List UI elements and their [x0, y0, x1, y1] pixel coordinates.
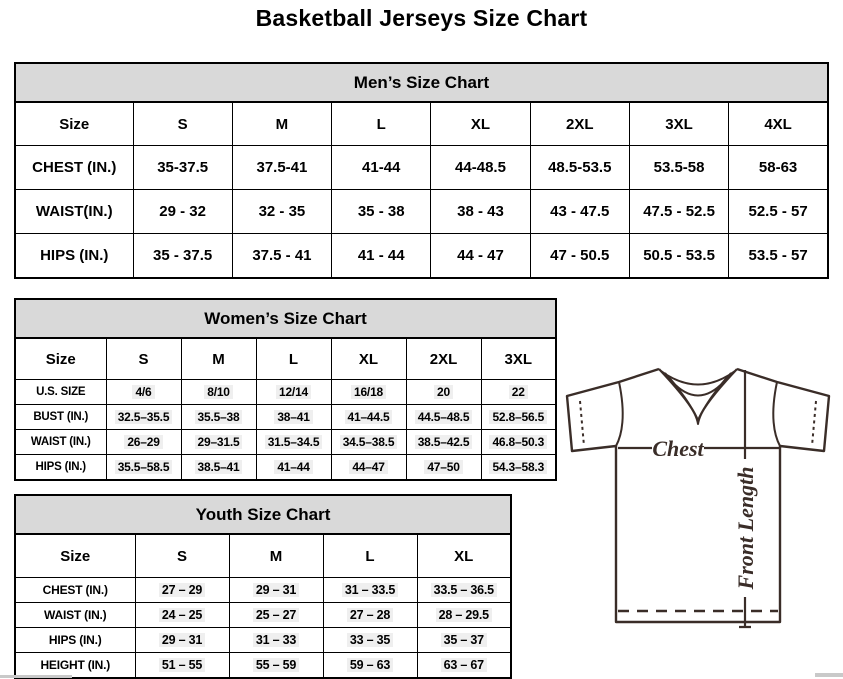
womens-row-label: HIPS (IN.) — [15, 455, 106, 481]
cell-value: 35 - 37.5 — [153, 247, 213, 264]
youth-cell — [417, 578, 511, 603]
cell-value: 41–44.5 — [345, 410, 393, 424]
cell-value: 53.5-58 — [653, 159, 705, 176]
cell-value: 59 – 63 — [347, 658, 393, 672]
cell-value: 44.5–48.5 — [415, 410, 473, 424]
cell-value: 35-37.5 — [157, 159, 209, 176]
jersey-diagram-icon — [555, 360, 843, 679]
youth-table-grid — [14, 494, 512, 679]
scrollbar-fragment-right — [815, 673, 843, 677]
jersey-cuff-dash-right — [812, 401, 816, 446]
womens-row-label: U.S. SIZE — [15, 380, 106, 405]
womens-cell — [106, 405, 181, 430]
cell-value: 34.5–38.5 — [340, 435, 398, 449]
cell-value: 48.5-53.5 — [548, 159, 612, 176]
womens-chart-title: Women’s Size Chart — [15, 299, 556, 338]
womens-cell — [181, 455, 256, 481]
cell-value: 8/10 — [204, 385, 233, 399]
jersey-outline — [567, 369, 829, 622]
cell-value: 50.5 - 53.5 — [643, 247, 715, 264]
cell-value: 38.5–42.5 — [415, 435, 473, 449]
cell-value: 35.5–38 — [195, 410, 243, 424]
jersey-measurement-diagram — [555, 360, 843, 679]
cell-value: 38–41 — [274, 410, 312, 424]
cell-value: 20 — [434, 385, 453, 399]
womens-cell — [256, 405, 331, 430]
cell-value: 44-48.5 — [455, 159, 506, 176]
mens-column-header: 3XL — [629, 102, 728, 146]
mens-cell — [133, 146, 232, 190]
cell-value: 25 – 27 — [253, 608, 299, 622]
cell-value: 29 – 31 — [253, 583, 299, 597]
womens-cell — [106, 380, 181, 405]
cell-value: 55 – 59 — [253, 658, 299, 672]
cell-value: 35 – 37 — [441, 633, 487, 647]
cell-value: 29–31.5 — [195, 435, 243, 449]
mens-column-header: Size — [15, 102, 133, 146]
youth-column-header: Size — [15, 534, 135, 578]
youth-cell — [229, 603, 323, 628]
womens-cell — [331, 405, 406, 430]
womens-cell — [106, 455, 181, 481]
cell-value: 4/6 — [132, 385, 154, 399]
youth-column-header: XL — [417, 534, 511, 578]
cell-value: 32 - 35 — [258, 203, 306, 220]
cell-value: 52.8–56.5 — [489, 410, 547, 424]
cell-value: 41-44 — [362, 159, 401, 176]
chest-label: Chest — [652, 436, 704, 461]
mens-cell — [332, 234, 431, 279]
mens-cell — [530, 234, 629, 279]
womens-column-header: M — [181, 338, 256, 380]
jersey-collar-inner-v — [668, 376, 728, 424]
mens-cell — [729, 234, 828, 279]
cell-value: 47–50 — [424, 460, 462, 474]
womens-cell — [406, 455, 481, 481]
cell-value: 44 - 47 — [457, 247, 504, 264]
youth-cell — [229, 628, 323, 653]
womens-cell — [256, 430, 331, 455]
womens-size-chart-table — [14, 298, 557, 481]
jersey-cuff-dash-left — [580, 401, 584, 446]
womens-cell — [331, 380, 406, 405]
youth-cell — [135, 578, 229, 603]
mens-cell — [332, 190, 431, 234]
mens-row-label: HIPS (IN.) — [15, 234, 133, 279]
cell-value: 27 – 29 — [159, 583, 205, 597]
youth-cell — [323, 653, 417, 679]
mens-cell — [530, 190, 629, 234]
cell-value: 29 - 32 — [159, 203, 206, 220]
womens-column-header: XL — [331, 338, 406, 380]
mens-cell — [729, 190, 828, 234]
womens-cell — [256, 380, 331, 405]
cell-value: 46.8–50.3 — [489, 435, 547, 449]
cell-value: 16/18 — [351, 385, 386, 399]
womens-column-header: 2XL — [406, 338, 481, 380]
mens-table-grid — [14, 62, 829, 279]
cell-value: 38 - 43 — [457, 203, 504, 220]
mens-column-header: L — [332, 102, 431, 146]
page-title: Basketball Jerseys Size Chart — [255, 5, 588, 31]
mens-column-header: S — [133, 102, 232, 146]
cell-value: 58-63 — [758, 159, 798, 176]
youth-cell — [323, 628, 417, 653]
womens-cell — [406, 430, 481, 455]
mens-column-header: 2XL — [530, 102, 629, 146]
cell-value: 37.5-41 — [256, 159, 308, 176]
mens-size-chart-table — [14, 62, 829, 279]
womens-column-header: 3XL — [481, 338, 556, 380]
mens-cell — [629, 234, 728, 279]
cell-value: 22 — [509, 385, 528, 399]
womens-row-label: WAIST (IN.) — [15, 430, 106, 455]
mens-cell — [431, 146, 530, 190]
scrollbar-fragment-left — [0, 675, 72, 678]
mens-cell — [133, 190, 232, 234]
womens-cell — [481, 430, 556, 455]
womens-cell — [481, 380, 556, 405]
youth-column-header: S — [135, 534, 229, 578]
cell-value: 33 – 35 — [347, 633, 393, 647]
womens-cell — [181, 430, 256, 455]
cell-value: 38.5–41 — [195, 460, 243, 474]
mens-row-label: CHEST (IN.) — [15, 146, 133, 190]
cell-value: 53.5 - 57 — [748, 247, 808, 264]
womens-cell — [181, 405, 256, 430]
cell-value: 27 – 28 — [347, 608, 393, 622]
youth-row-label: HEIGHT (IN.) — [15, 653, 135, 679]
youth-size-chart-table — [14, 494, 512, 679]
womens-row-label: BUST (IN.) — [15, 405, 106, 430]
mens-cell — [629, 146, 728, 190]
womens-cell — [406, 380, 481, 405]
cell-value: 41 - 44 — [357, 247, 405, 264]
mens-row-label: WAIST(IN.) — [15, 190, 133, 234]
jersey-sleeve-seam-right — [773, 382, 780, 446]
youth-cell — [229, 653, 323, 679]
womens-cell — [256, 455, 331, 481]
cell-value: 26–29 — [124, 435, 162, 449]
cell-value: 31 – 33.5 — [342, 583, 398, 597]
mens-chart-title: Men’s Size Chart — [15, 63, 828, 102]
cell-value: 29 – 31 — [159, 633, 205, 647]
mens-column-header: XL — [431, 102, 530, 146]
youth-cell — [135, 628, 229, 653]
mens-cell — [232, 190, 331, 234]
cell-value: 47 - 50.5 — [550, 247, 610, 264]
cell-value: 37.5 - 41 — [252, 247, 312, 264]
cell-value: 63 – 67 — [441, 658, 487, 672]
mens-column-header: 4XL — [729, 102, 828, 146]
womens-cell — [106, 430, 181, 455]
womens-cell — [331, 430, 406, 455]
womens-cell — [481, 405, 556, 430]
youth-row-label: HIPS (IN.) — [15, 628, 135, 653]
mens-cell — [530, 146, 629, 190]
womens-table-grid — [14, 298, 557, 481]
youth-cell — [323, 578, 417, 603]
cell-value: 35 - 38 — [357, 203, 405, 220]
womens-cell — [331, 455, 406, 481]
mens-cell — [232, 146, 331, 190]
mens-cell — [629, 190, 728, 234]
youth-cell — [135, 603, 229, 628]
mens-cell — [729, 146, 828, 190]
mens-cell — [232, 234, 331, 279]
cell-value: 24 – 25 — [159, 608, 205, 622]
womens-cell — [406, 405, 481, 430]
womens-cell — [181, 380, 256, 405]
youth-cell — [135, 653, 229, 679]
youth-cell — [417, 603, 511, 628]
womens-column-header: Size — [15, 338, 106, 380]
mens-cell — [431, 190, 530, 234]
cell-value: 44–47 — [349, 460, 387, 474]
cell-value: 31 – 33 — [253, 633, 299, 647]
youth-cell — [229, 578, 323, 603]
front-length-label: Front Length — [733, 466, 758, 590]
youth-row-label: CHEST (IN.) — [15, 578, 135, 603]
cell-value: 28 – 29.5 — [436, 608, 492, 622]
womens-column-header: S — [106, 338, 181, 380]
youth-column-header: M — [229, 534, 323, 578]
cell-value: 52.5 - 57 — [748, 203, 808, 220]
youth-cell — [323, 603, 417, 628]
mens-column-header: M — [232, 102, 331, 146]
cell-value: 33.5 – 36.5 — [431, 583, 497, 597]
cell-value: 31.5–34.5 — [265, 435, 323, 449]
youth-cell — [417, 653, 511, 679]
mens-cell — [133, 234, 232, 279]
youth-cell — [417, 628, 511, 653]
mens-cell — [332, 146, 431, 190]
cell-value: 47.5 - 52.5 — [643, 203, 715, 220]
cell-value: 41–44 — [274, 460, 312, 474]
womens-column-header: L — [256, 338, 331, 380]
cell-value: 35.5–58.5 — [115, 460, 173, 474]
womens-cell — [481, 455, 556, 481]
cell-value: 32.5–35.5 — [115, 410, 173, 424]
cell-value: 54.3–58.3 — [489, 460, 547, 474]
cell-value: 43 - 47.5 — [550, 203, 610, 220]
jersey-sleeve-seam-left — [616, 382, 623, 446]
cell-value: 12/14 — [276, 385, 311, 399]
cell-value: 51 – 55 — [159, 658, 205, 672]
youth-column-header: L — [323, 534, 417, 578]
mens-cell — [431, 234, 530, 279]
youth-row-label: WAIST (IN.) — [15, 603, 135, 628]
youth-chart-title: Youth Size Chart — [15, 495, 511, 534]
